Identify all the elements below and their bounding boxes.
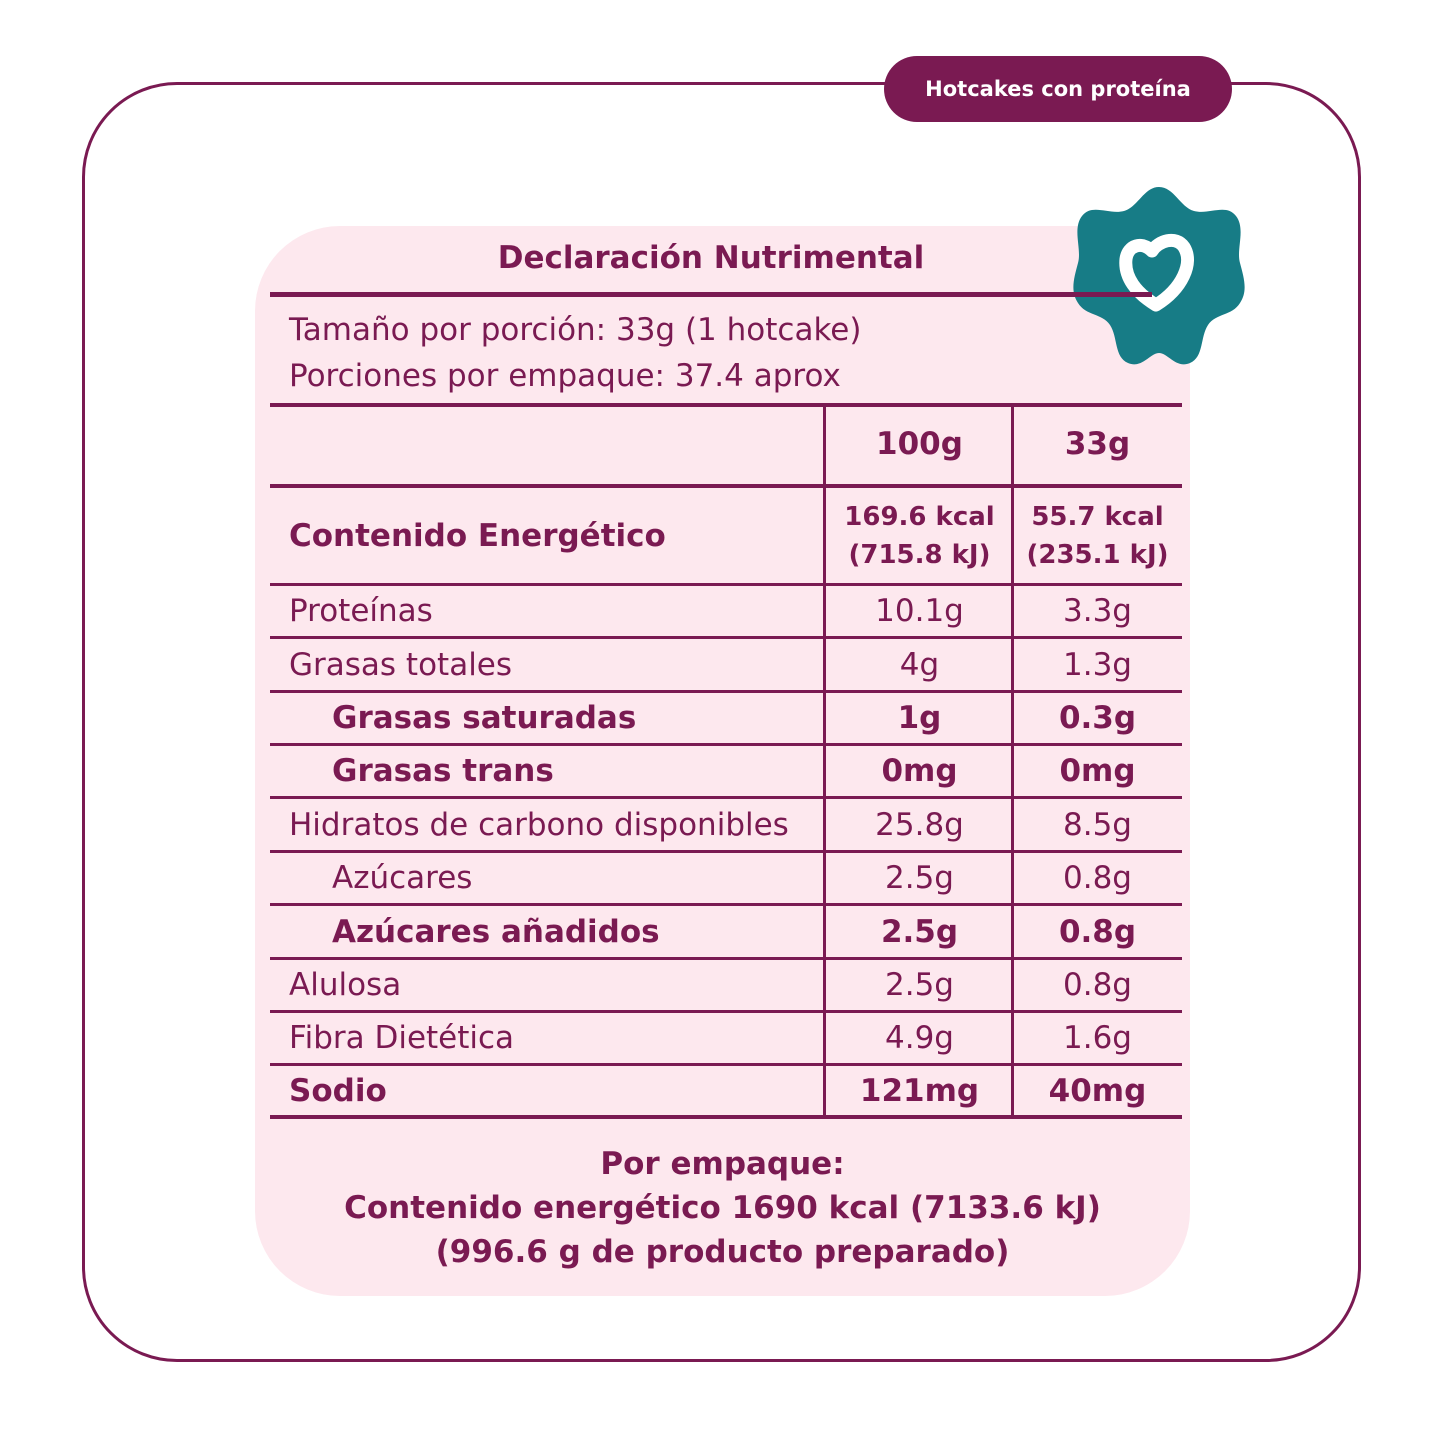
- energy-per-serving-kcal: 55.7 kcal: [1031, 501, 1164, 532]
- row-value-serving: 0.8g: [1058, 913, 1137, 950]
- table-row-sodium: [270, 1066, 1182, 1119]
- row-value-100g: 1g: [897, 700, 942, 736]
- energy-per-100g: [826, 488, 1013, 583]
- row-value-100g: 4.9g: [885, 1020, 954, 1056]
- row-label: Sodio: [289, 1072, 387, 1109]
- row-value-100g: 2.5g: [885, 967, 954, 1003]
- row-label: Azúcares añadidos: [332, 913, 660, 950]
- row-value-serving: 1.3g: [1063, 646, 1132, 683]
- row-value-serving: 8.5g: [1063, 806, 1132, 843]
- row-value-serving: 40mg: [1048, 1072, 1147, 1109]
- row-value-100g: 2.5g: [885, 860, 954, 896]
- label-title: Declaración Nutrimental: [497, 240, 925, 276]
- row-label: Alulosa: [289, 967, 402, 1003]
- row-label: Grasas totales: [289, 646, 513, 683]
- row-label: Azúcares: [332, 860, 473, 896]
- table-row-added-sugars: [270, 906, 1182, 960]
- row-label: Fibra Dietética: [289, 1020, 515, 1056]
- row-value-serving: 0.3g: [1058, 700, 1137, 736]
- row-label: Grasas trans: [332, 753, 554, 789]
- row-label: Grasas saturadas: [332, 700, 637, 736]
- table-row-fiber: [270, 1013, 1182, 1066]
- column-header-100g: 100g: [876, 426, 963, 462]
- serving-size: Tamaño por porción: 33g (1 hotcake): [289, 312, 862, 348]
- row-label: Proteínas: [289, 593, 433, 629]
- servings-per-pack: Porciones por empaque: 37.4 aprox: [289, 358, 841, 394]
- footer-energy: Contenido energético 1690 kcal (7133.6 kJ): [344, 1190, 1101, 1226]
- row-value-serving: 0.8g: [1063, 860, 1132, 896]
- row-value-serving: 0mg: [1059, 753, 1136, 789]
- title-divider: [270, 292, 1152, 297]
- row-value-serving: 0.8g: [1063, 967, 1132, 1003]
- column-divider-1: [823, 404, 826, 1116]
- row-value-100g: 2.5g: [880, 913, 959, 950]
- row-value-serving: 3.3g: [1063, 593, 1132, 629]
- product-tag: Hotcakes con proteína: [884, 56, 1232, 122]
- row-value-100g: 25.8g: [875, 806, 964, 843]
- table-header-row: [270, 404, 1182, 488]
- row-value-100g: 0mg: [881, 753, 958, 789]
- table-row-protein: [270, 586, 1182, 639]
- heart-badge-icon: [1070, 185, 1248, 367]
- table-row-energy: [270, 488, 1182, 586]
- energy-per-serving: [1013, 488, 1182, 583]
- energy-per-100g-kcal: 169.6 kcal: [844, 501, 995, 532]
- table-row-saturated-fat: [270, 693, 1182, 746]
- table-row-trans-fat: [270, 746, 1182, 799]
- table-row-sugars: [270, 853, 1182, 906]
- column-divider-2: [1011, 404, 1014, 1116]
- table-row-allulose: [270, 960, 1182, 1013]
- table-row-carbohydrates: [270, 799, 1182, 853]
- row-value-serving: 1.6g: [1063, 1020, 1132, 1056]
- footer-product-weight: (996.6 g de producto preparado): [435, 1234, 1010, 1270]
- row-value-100g: 10.1g: [875, 593, 964, 629]
- row-label: Contenido Energético: [289, 517, 666, 554]
- energy-per-serving-kj: (235.1 kJ): [1026, 539, 1169, 570]
- row-label: Hidratos de carbono disponibles: [289, 806, 789, 843]
- row-value-100g: 4g: [899, 646, 940, 683]
- energy-per-100g-kj: (715.8 kJ): [848, 539, 991, 570]
- table-row-total-fat: [270, 639, 1182, 693]
- row-value-100g: 121mg: [859, 1072, 980, 1109]
- column-header-33g: 33g: [1064, 426, 1131, 462]
- footer-heading: Por empaque:: [600, 1146, 845, 1182]
